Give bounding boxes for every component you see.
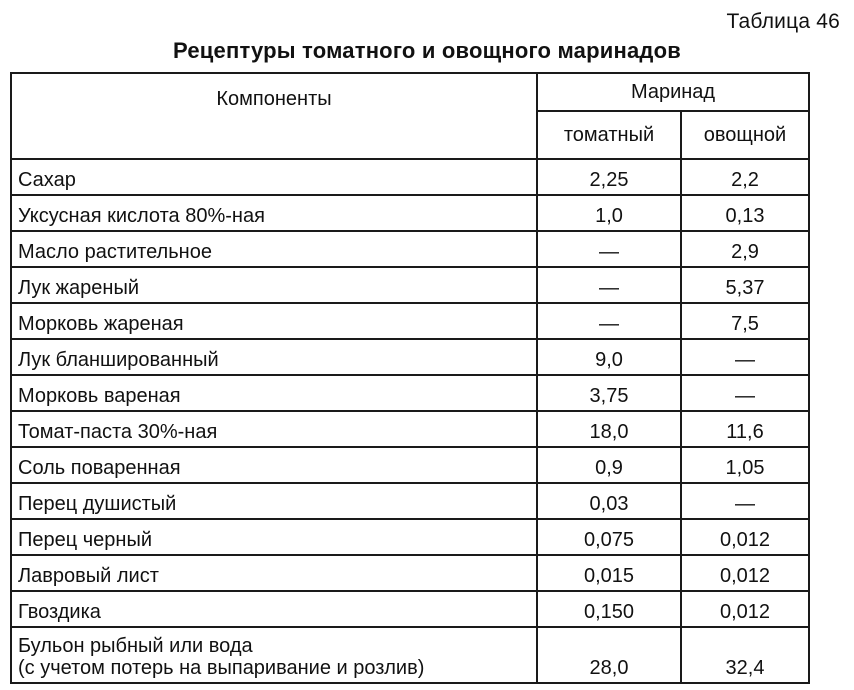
row-vegetable-value: — bbox=[681, 375, 809, 411]
row-tomato-value: 0,150 bbox=[537, 591, 681, 627]
table-row bbox=[11, 159, 809, 195]
table-row bbox=[11, 447, 809, 483]
table-row bbox=[11, 195, 809, 231]
header-row bbox=[11, 73, 809, 111]
row-vegetable-value: 0,13 bbox=[681, 195, 809, 231]
row-tomato-value: 28,0 bbox=[537, 627, 681, 683]
table-row bbox=[11, 231, 809, 267]
table-body bbox=[11, 159, 809, 627]
row-vegetable-value: 32,4 bbox=[681, 627, 809, 683]
row-name-line2: (с учетом потерь на выпаривание и розлив) bbox=[18, 657, 425, 679]
row-tomato-value: — bbox=[537, 231, 681, 267]
row-vegetable-value: 0,012 bbox=[681, 555, 809, 591]
row-name: Морковь вареная bbox=[11, 375, 537, 411]
row-name: Лук жареный bbox=[11, 267, 537, 303]
row-tomato-value: 0,03 bbox=[537, 483, 681, 519]
table-row bbox=[11, 411, 809, 447]
row-tomato-value: 0,9 bbox=[537, 447, 681, 483]
row-vegetable-value: 7,5 bbox=[681, 303, 809, 339]
row-vegetable-value: 5,37 bbox=[681, 267, 809, 303]
table-number: Таблица 46 bbox=[726, 10, 840, 33]
table-row bbox=[11, 267, 809, 303]
table-row bbox=[11, 555, 809, 591]
table-row-broth bbox=[11, 627, 809, 683]
row-vegetable-value: — bbox=[681, 483, 809, 519]
row-name: Масло растительное bbox=[11, 231, 537, 267]
table-row bbox=[11, 303, 809, 339]
row-name: Лук бланшированный bbox=[11, 339, 537, 375]
row-tomato-value: 1,0 bbox=[537, 195, 681, 231]
row-name bbox=[11, 627, 537, 683]
row-vegetable-value: 0,012 bbox=[681, 519, 809, 555]
row-name: Томат-паста 30%-ная bbox=[11, 411, 537, 447]
row-vegetable-value: 1,05 bbox=[681, 447, 809, 483]
row-name: Гвоздика bbox=[11, 591, 537, 627]
recipe-table bbox=[10, 72, 810, 684]
row-tomato-value: — bbox=[537, 303, 681, 339]
row-tomato-value: 0,015 bbox=[537, 555, 681, 591]
row-tomato-value: 2,25 bbox=[537, 159, 681, 195]
table-row bbox=[11, 375, 809, 411]
row-vegetable-value: 2,9 bbox=[681, 231, 809, 267]
row-tomato-value: 0,075 bbox=[537, 519, 681, 555]
row-tomato-value: 18,0 bbox=[537, 411, 681, 447]
row-name: Сахар bbox=[11, 159, 537, 195]
tomato-header: томатный bbox=[537, 111, 681, 159]
marinade-header: Маринад bbox=[537, 73, 809, 111]
row-vegetable-value: 0,012 bbox=[681, 591, 809, 627]
row-name: Уксусная кислота 80%-ная bbox=[11, 195, 537, 231]
table-row bbox=[11, 591, 809, 627]
table-title: Рецептуры томатного и овощного маринадов bbox=[173, 38, 681, 63]
row-tomato-value: 9,0 bbox=[537, 339, 681, 375]
components-header: Компоненты bbox=[11, 73, 537, 159]
table-row bbox=[11, 519, 809, 555]
row-name-line1: Бульон рыбный или вода bbox=[18, 635, 253, 657]
vegetable-header: овощной bbox=[681, 111, 809, 159]
row-name: Перец душистый bbox=[11, 483, 537, 519]
table-row bbox=[11, 483, 809, 519]
row-name: Соль поваренная bbox=[11, 447, 537, 483]
row-vegetable-value: — bbox=[681, 339, 809, 375]
row-vegetable-value: 11,6 bbox=[681, 411, 809, 447]
row-name: Лавровый лист bbox=[11, 555, 537, 591]
row-name: Морковь жареная bbox=[11, 303, 537, 339]
row-tomato-value: 3,75 bbox=[537, 375, 681, 411]
row-vegetable-value: 2,2 bbox=[681, 159, 809, 195]
table-row bbox=[11, 339, 809, 375]
row-tomato-value: — bbox=[537, 267, 681, 303]
row-name: Перец черный bbox=[11, 519, 537, 555]
